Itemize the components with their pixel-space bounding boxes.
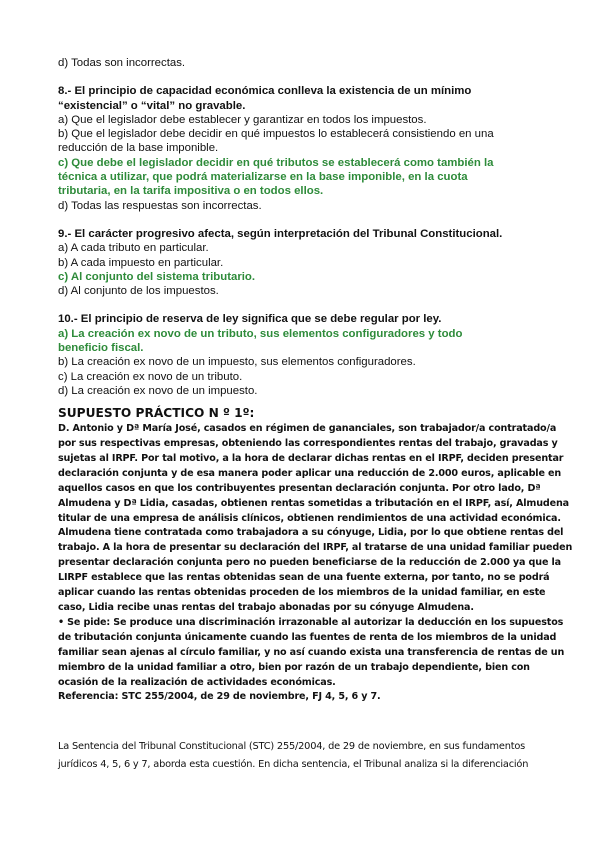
question-8 [58,84,542,213]
question-10 [58,312,542,398]
case-line: por sus respectivas empresas, obteniendo las correspondientes rentas del trabajo, gravadas y [58,438,558,450]
question-10-title: 10.- El principio de reserva de ley significa que se debe regular por ley. [58,313,442,326]
q10-option-a-correct-cont: beneficio fiscal. [58,342,144,355]
case-line: familiar sean ajenas al círculo familiar, y no así cuando exista una transferencia de rentas de un [58,646,565,658]
q8-option-b-cont: reducción de la base imponible. [58,142,219,155]
case-line: aplicar cuando las rentas obtenidas proceden de los miembros de la unidad familiar, en este [58,587,546,599]
q8-option-c-correct: c) Que debe el legislador decidir en qué tributos se establecerá como también la [58,156,494,169]
q7-option-d: d) Todas son incorrectas. [58,57,186,69]
answer-paragraph [58,738,542,773]
case-line: declaración conjunta y de esa manera poder aplicar una reducción de 2.000 euros, aplicable en [58,467,562,479]
q9-option-d: d) Al conjunto de los impuestos. [58,285,219,298]
answer-line: La Sentencia del Tribunal Constitucional (STC) 255/2004, de 29 de noviembre, en sus fundamentos [58,741,526,752]
answer-line: jurídicos 4, 5, 6 y 7, aborda esta cuestión. En dicha sentencia, el Tribunal analiza si la diferenciación [58,758,529,770]
case-line: trabajo. A la hora de presentar su declaración del IRPF, al tratarse de una unidad familiar pueden [58,542,573,554]
question-9 [58,227,542,298]
q8-option-d: d) Todas las respuestas son incorrectas. [58,199,262,212]
spacer [58,298,542,312]
spacer [58,213,542,227]
case-line: sujetas al IRPF. Por tal motivo, a la hora de declarar dichas rentas en el IRPF, deciden presentar [58,452,564,464]
case-line: presentar declaración conjunta pero no pueden beneficiarse de la reducción de 2.000 ya que la [58,557,561,569]
case-line: de tributación conjunta únicamente cuando las fuentes de renta de los miembros de la unidad [58,631,557,643]
case-line: caso, Lidia recibe unas rentas del trabajo abonadas por su cónyuge Almudena. [58,602,474,614]
case-line: aquellos casos en que los contribuyentes presentan declaración conjunta. Por otro lado, Dª [58,482,541,494]
case-line: Almudena tiene contratada como trabajadora a su cónyuge, Lidia, por lo que obtiene rentas del [58,527,564,539]
case-line: titular de una empresa de análisis clínicos, obtienen rendimientos de una actividad económica. [58,512,561,524]
q9-option-a: a) A cada tributo en particular. [58,242,209,255]
q8-option-c-correct-cont: técnica a utilizar, que podrá materializarse en la base imponible, en la cuota [58,171,468,184]
spacer [58,70,542,84]
q8-option-c-correct-cont2: tributaria, en la tarifa impositiva o en todos ellos. [58,185,324,198]
case-line: LIRPF establece que las rentas obtenidas sean de una fuente externa, por tanto, no se podrá [58,572,550,584]
q9-option-b: b) A cada impuesto en particular. [58,256,224,269]
q9-option-c-correct: c) Al conjunto del sistema tributario. [58,270,256,283]
q10-option-a-correct: a) La creación ex novo de un tributo, sus elementos configuradores y todo [58,327,463,340]
q10-option-b: b) La creación ex novo de un impuesto, sus elementos configuradores. [58,356,416,369]
case-request-line: • Se pide: Se produce una discriminación irrazonable al autorizar la deducción en los supuestos [58,616,564,628]
case-line: Almudena y Dª Lidia, casadas, obtienen rentas sometidas a tributación en el IRPF, así, Almudena [58,497,569,509]
question-8-title-cont: “existencial” o “vital” no gravable. [58,99,246,112]
case-line: D. Antonio y Dª María José, casados en régimen de gananciales, son trabajador/a contratado/a [58,423,557,435]
practical-case-title: SUPUESTO PRÁCTICO N º 1º: [58,406,255,421]
case-reference: Referencia: STC 255/2004, de 29 de noviembre, FJ 4, 5, 6 y 7. [58,691,381,703]
q8-option-a: a) Que el legislador debe establecer y garantizar en todos los impuestos. [58,113,427,126]
case-line: miembro de la unidad familiar a otro, bien por razón de un trabajo dependiente, bien con [58,661,530,673]
practical-case [58,406,573,705]
case-line: ocasión de la realización de actividades económicas. [58,676,336,688]
question-9-title: 9.- El carácter progresivo afecta, según interpretación del Tribunal Constitucional. [58,227,503,240]
q8-option-b: b) Que el legislador debe decidir en qué impuestos lo establecerá consistiendo en una [58,128,494,141]
document-page [58,56,573,705]
q10-option-c: c) La creación ex novo de un tributo. [58,370,243,383]
question-8-title: 8.- El principio de capacidad económica conlleva la existencia de un mínimo [58,85,472,98]
q10-option-d: d) La creación ex novo de un impuesto. [58,384,258,397]
